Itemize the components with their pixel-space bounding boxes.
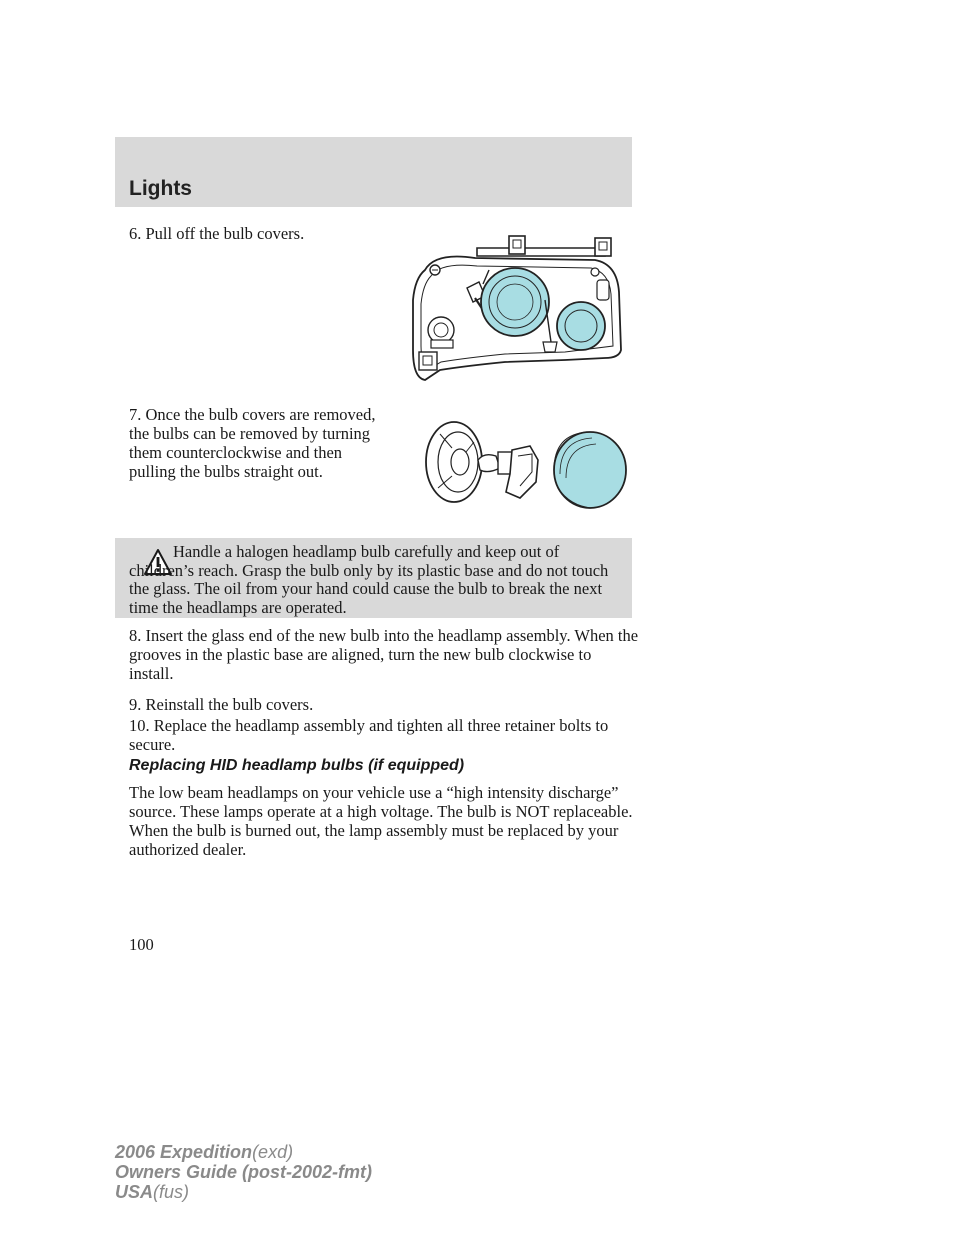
step-9: 9. Reinstall the bulb covers. — [129, 695, 314, 714]
page-number: 100 — [129, 935, 154, 954]
document-footer — [115, 1142, 372, 1202]
step-8: 8. Insert the glass end of the new bulb into the headlamp assembly. When the grooves in the plastic base are aligned, turn the new bulb clockwise to install. — [129, 626, 639, 683]
warning-box — [115, 538, 632, 618]
footer-model-code: (exd) — [252, 1142, 294, 1162]
section-title: Lights — [129, 177, 192, 200]
step-6: 6. Pull off the bulb covers. — [129, 224, 305, 243]
footer-region-code: (fus) — [153, 1182, 190, 1202]
warning-text: Handle a halogen headlamp bulb carefully and keep out of children’s reach. Grasp the bulb only by its plastic base and do not touch the glass. The oil from your hand could cause the bulb to break the next time the headlamps are operated. — [129, 542, 609, 617]
headlamp-assembly-illustration — [405, 230, 627, 385]
footer-guide: Owners Guide (post-2002-fmt) — [115, 1162, 373, 1182]
hid-heading: Replacing HID headlamp bulbs (if equipped) — [129, 757, 465, 774]
step-7: 7. Once the bulb covers are removed, the bulbs can be removed by turning them counterclockwise and then pulling the bulbs straight out. — [129, 405, 376, 481]
section-header — [115, 137, 632, 207]
footer-region: USA — [115, 1182, 154, 1202]
hid-paragraph: The low beam headlamps on your vehicle use a “high intensity discharge” source. These lamps operate at a high voltage. The bulb is NOT replaceable. When the bulb is burned out, the lamp assembly must be replaced by your authorized dealer. — [129, 783, 633, 859]
bulb-removal-illustration — [420, 412, 630, 517]
step-10: 10. Replace the headlamp assembly and tighten all three retainer bolts to secure. — [129, 716, 609, 754]
footer-model: 2006 Expedition — [115, 1142, 253, 1162]
